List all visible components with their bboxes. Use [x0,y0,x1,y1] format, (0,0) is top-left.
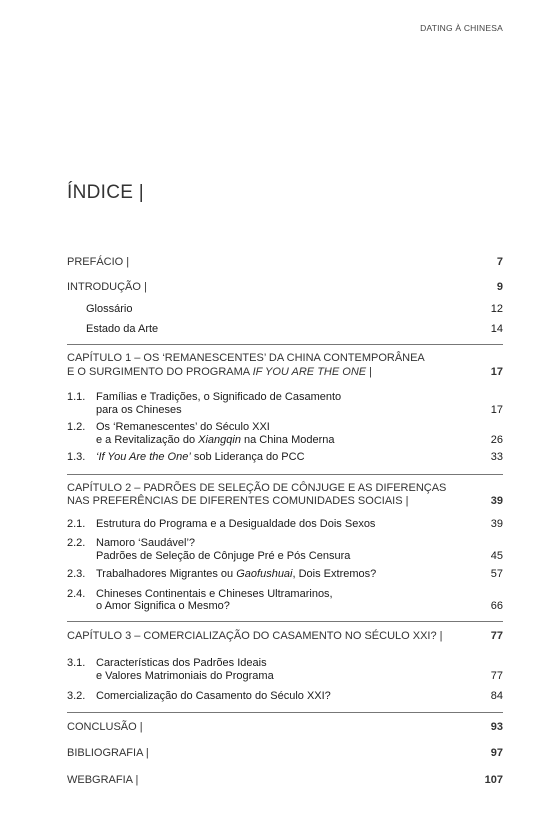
toc-entry-page: 77 [490,669,503,682]
toc-entry-label: Glossário [86,303,133,315]
toc-entry-page: 77 [490,629,503,642]
toc-item-2-1[interactable] [67,518,503,531]
toc-entry-page: 17 [490,403,503,416]
toc-item-2-2[interactable] [67,537,503,562]
item-number: 2.4. [67,587,86,600]
toc-entry-page: 39 [490,517,503,530]
item-title-italic: ‘If You Are the One’ [96,451,191,463]
item-title-text: , Dois Extremos? [292,568,377,580]
table-of-contents [67,248,503,787]
page-title: ÍNDICE | [67,182,145,203]
chapter-title-line-2 [67,366,425,380]
toc-chapter-2[interactable] [67,482,503,509]
section-divider [67,344,503,345]
item-title-italic: Gaofushuai [236,568,293,580]
item-title-line-1: Famílias e Tradições, o Significado de Casamento [96,391,342,403]
item-title-line-2 [96,434,335,447]
toc-chapter-1[interactable] [67,352,503,379]
toc-entry-estado-da-arte[interactable] [67,323,503,336]
toc-entry-page: 33 [490,451,503,463]
toc-entry-glossario[interactable] [67,303,503,316]
toc-item-3-2[interactable] [67,690,503,703]
section-divider [67,474,503,475]
toc-entry-webgrafia[interactable] [67,774,503,787]
toc-entry-label: CONCLUSÃO | [67,720,143,733]
toc-item-1-1[interactable] [67,391,503,416]
toc-entry-page: 93 [490,720,503,733]
toc-entry-page: 12 [490,303,503,315]
chapter-title: CAPÍTULO 3 – COMERCIALIZAÇÃO DO CASAMENTO NO SÉCULO XXI? | [67,629,443,642]
toc-chapter-3[interactable] [67,630,503,644]
item-title-line-2: Padrões de Seleção de Cônjuge Pré e Pós Censura [96,549,351,562]
item-title-text: Trabalhadores Migrantes ou [96,568,237,580]
toc-entry-introducao[interactable] [67,281,503,294]
toc-item-3-1[interactable] [67,657,503,682]
item-title-line-1: Comercialização do Casamento do Século XXI? [96,690,331,702]
toc-entry-label: Estado da Arte [86,323,159,335]
item-number: 3.1. [67,657,86,669]
toc-entry-page: 66 [490,600,503,612]
chapter-title [67,482,446,509]
item-title-text: e a Revitalização do [96,433,199,446]
toc-entry-page: 17 [490,365,503,378]
toc-entry-bibliografia[interactable] [67,747,503,760]
item-number: 2.1. [67,517,86,530]
item-title-italic: Xiangqin [198,433,241,446]
chapter-title-line-2: NAS PREFERÊNCIAS DE DIFERENTES COMUNIDADES SOCIAIS | [67,495,409,507]
item-title-line-1: Namoro ‘Saudável’? [96,537,196,549]
toc-entry-page: 14 [490,323,503,335]
item-number: 2.3. [67,568,86,580]
item-title-line-2: e Valores Matrimoniais do Programa [96,669,274,682]
item-title-text: na China Moderna [240,433,335,446]
item-number: 1.2. [67,421,86,433]
running-header: DATING À CHINESA [420,23,503,33]
toc-entry-label: PREFÁCIO | [67,256,130,268]
toc-entry-page: 107 [484,773,503,786]
chapter-title-text: E O SURGIMENTO DO PROGRAMA [67,365,253,378]
toc-item-1-3[interactable] [67,451,503,464]
section-divider [67,621,503,622]
toc-entry-page: 45 [490,549,503,562]
toc-entry-page: 97 [490,746,503,759]
toc-item-2-4[interactable] [67,588,503,613]
toc-entry-page: 39 [490,495,503,507]
toc-entry-label: WEBGRAFIA | [67,773,139,786]
toc-item-1-2[interactable] [67,421,503,446]
toc-entry-page: 26 [490,433,503,446]
item-number: 1.1. [67,391,86,403]
item-title-line-1: Características dos Padrões Ideais [96,657,267,669]
item-title-line-1: Os ‘Remanescentes’ do Século XXI [96,421,270,433]
item-number: 1.3. [67,451,86,463]
item-title-text: sob Liderança do PCC [190,451,305,463]
section-divider [67,712,503,713]
toc-entry-page: 57 [490,568,503,580]
item-number: 3.2. [67,690,86,702]
item-number: 2.2. [67,537,86,549]
toc-entry-page: 9 [496,281,503,293]
item-title-line-2: o Amor Significa o Mesmo? [96,600,230,612]
toc-entry-page: 7 [496,256,503,268]
toc-entry-page: 84 [490,690,503,702]
item-title-line-2: para os Chineses [96,403,182,416]
chapter-title-line-1: CAPÍTULO 2 – PADRÕES DE SELEÇÃO DE CÔNJUGE E AS DIFERENÇAS [67,481,447,494]
chapter-title-italic: IF YOU ARE THE ONE [252,365,367,378]
toc-entry-conclusao[interactable] [67,721,503,734]
chapter-title-bar: | [366,365,373,378]
toc-item-2-3[interactable] [67,568,503,581]
chapter-title-line-1: CAPÍTULO 1 – OS ‘REMANESCENTES’ DA CHINA CONTEMPORÂNEA [67,352,425,364]
toc-entry-prefacio[interactable] [67,256,503,269]
toc-entry-label: BIBLIOGRAFIA | [67,746,149,759]
toc-entry-label: INTRODUÇÃO | [67,281,147,293]
chapter-title [67,352,425,379]
item-title-line-1: Chineses Continentais e Chineses Ultramarinos, [96,587,333,600]
item-title-line-1: Estrutura do Programa e a Desigualdade dos Dois Sexos [96,517,376,530]
